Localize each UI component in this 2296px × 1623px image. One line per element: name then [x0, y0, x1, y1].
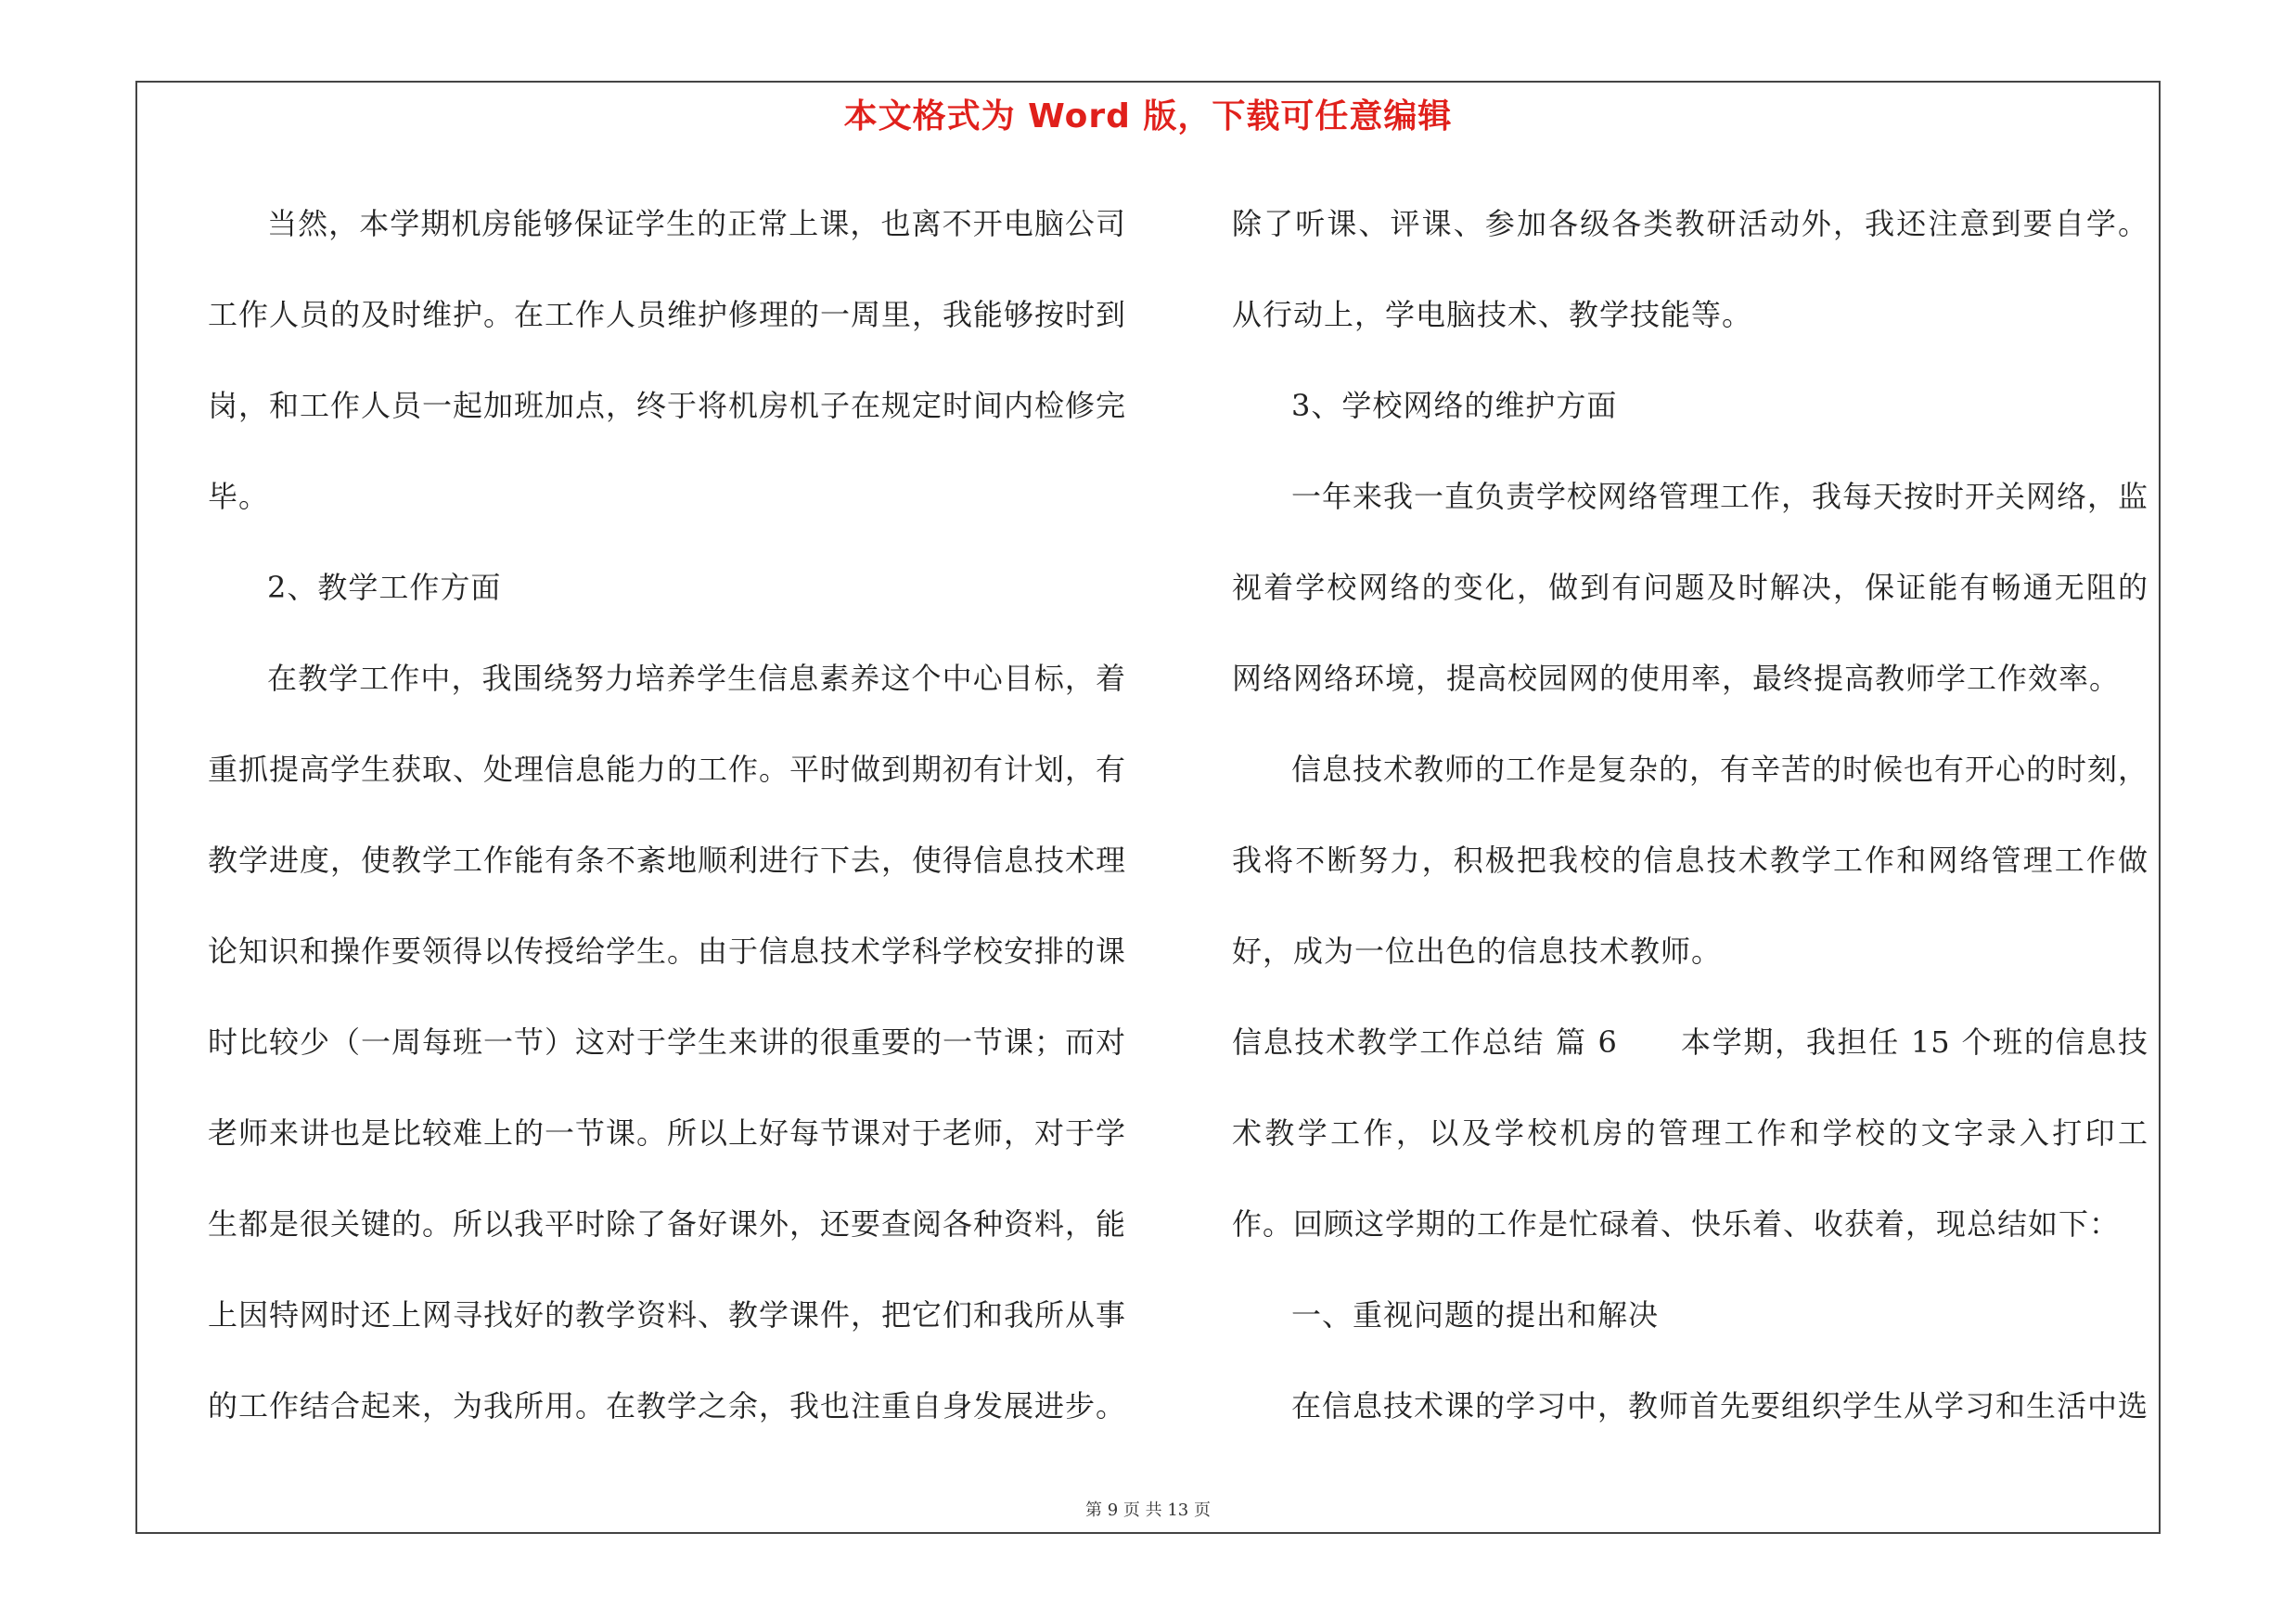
paragraph: 在教学工作中，我围绕努力培养学生信息素养这个中心目标，着重抓提高学生获取、处理信息能力的工作。平时做到期初有计划，有教学进度，使教学工作能有条不紊地顺利进行下去，使得信息技术理论知识和操作要领得以传授给学生。由于信息技术学科学校安排的课时比较少（一周每班一节）这对于学生来讲的很重要的一节课；而对老师来讲也是比较难上的一节课。所以上好每节课对于老师，对于学生都是很关键的。所以我平时除了备好课外，还要查阅各种资料，能上因特网时还上网寻找好的教学资料、教学课件，把它们和我所从事的工作结合起来，为我所用。在教学之余，我也注重自身发展进步。: [208, 661, 1127, 1423]
page-frame: [135, 81, 2161, 1534]
paragraph: 除了听课、评课、参加各级各类教研活动外，我还注意到要自学。从行动上，学电脑技术、教学技能等。: [1232, 206, 2148, 332]
section-heading: 一、重视问题的提出和解决: [1291, 1297, 1660, 1333]
paragraph: 信息技术教师的工作是复杂的，有辛苦的时候也有开心的时刻，我将不断努力，积极把我校的信息技术教学工作和网络管理工作做好，成为一位出色的信息技术教师。: [1232, 752, 2149, 969]
section-heading: 3、学校网络的维护方面: [1291, 388, 1618, 423]
paragraph: 在信息技术课的学习中，教师首先要组织学生从学习和生活中选: [1291, 1388, 2149, 1423]
right-column: [1232, 178, 2148, 1451]
paragraph: 当然，本学期机房能够保证学生的正常上课，也离不开电脑公司工作人员的及时维护。在工作人员维护修理的一周里，我能够按时到岗，和工作人员一起加班加点，终于将机房机子在规定时间内检修完毕。: [208, 206, 1127, 514]
format-banner: 本文格式为 Word 版，下载可任意编辑: [843, 97, 1453, 135]
left-column: [208, 178, 1126, 1451]
page-number-footer: 第 9 页 共 13 页: [1085, 1501, 1211, 1520]
paragraph: 一年来我一直负责学校网络管理工作，我每天按时开关网络，监视着学校网络的变化，做到有问题及时解决，保证能有畅通无阻的网络网络环境，提高校园网的使用率，最终提高教师学工作效率。: [1232, 479, 2149, 696]
section-heading: 2、教学工作方面: [267, 570, 502, 605]
paragraph: 信息技术教学工作总结 篇 6 本学期，我担任 15 个班的信息技术教学工作，以及学校机房的管理工作和学校的文字录入打印工作。回顾这学期的工作是忙碌着、快乐着、收获着，现总结如下：: [1232, 1024, 2148, 1242]
